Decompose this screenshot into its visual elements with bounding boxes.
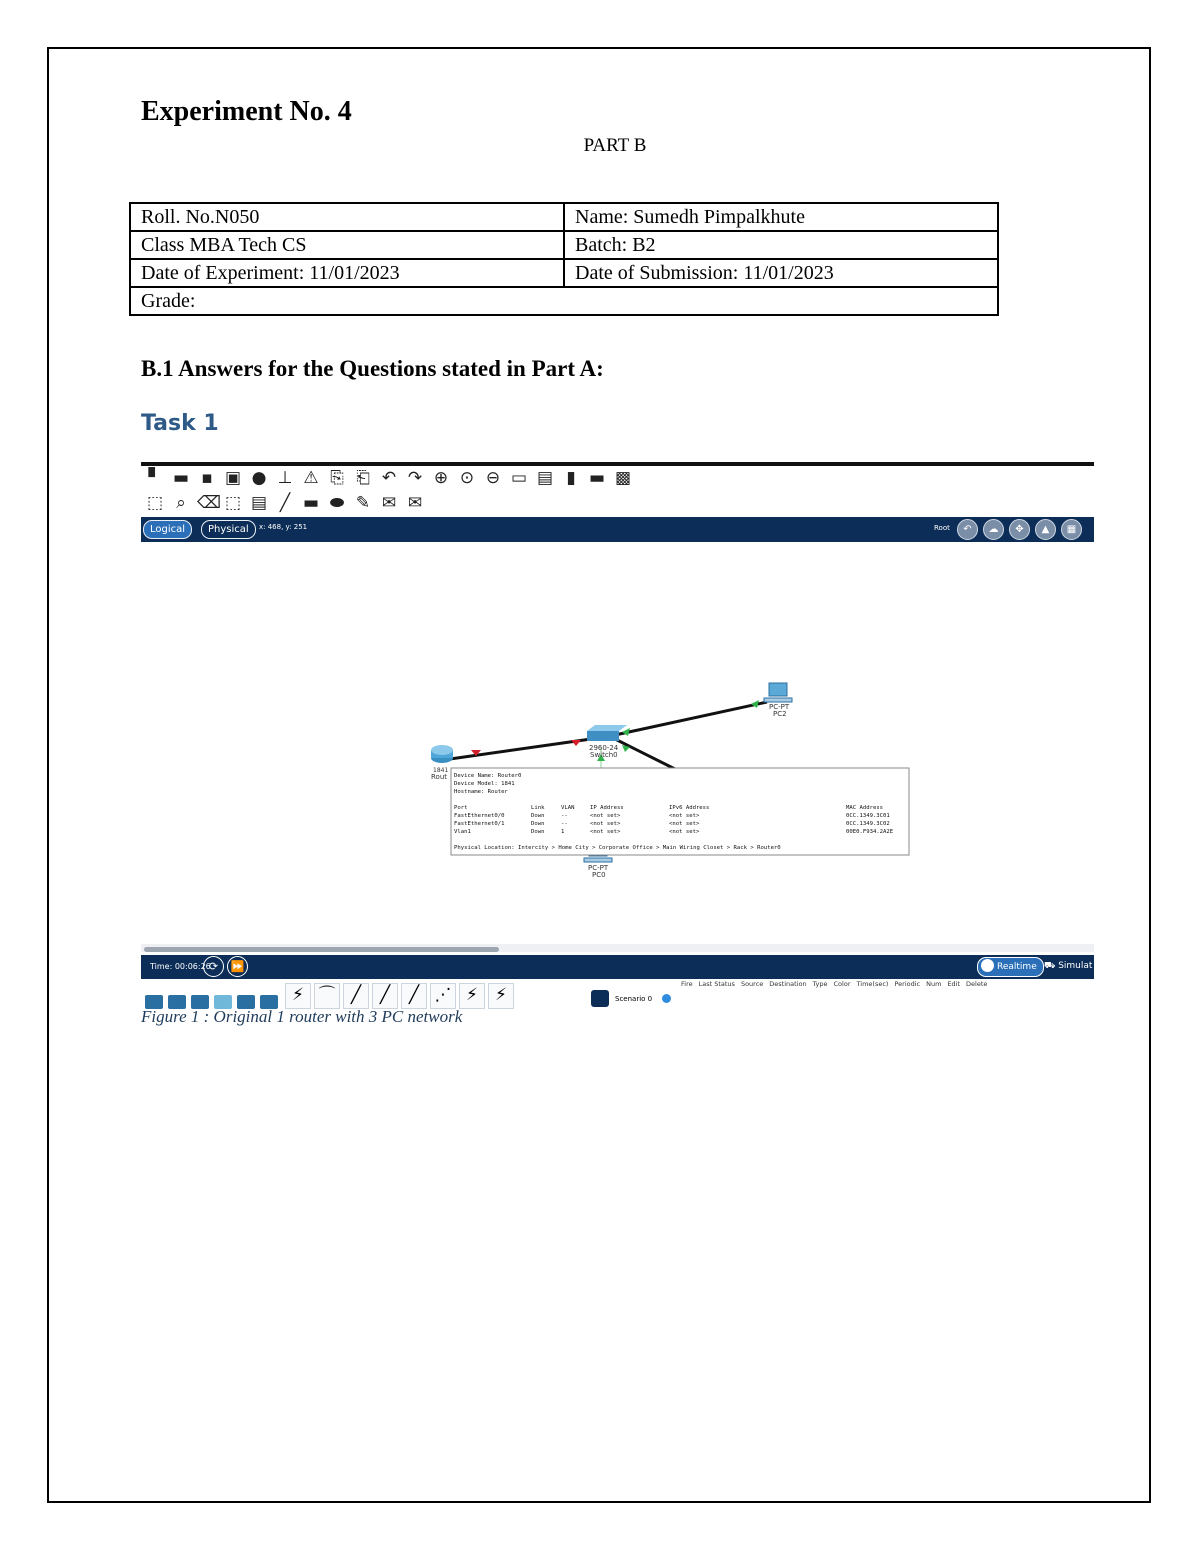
viewport-icon[interactable]: ▦: [1061, 519, 1082, 540]
zoom-in-icon[interactable]: ⊕: [433, 468, 449, 488]
workspace-navbar: [141, 517, 1094, 542]
tooltip-col-ipv6: IPv6 Address: [669, 805, 710, 811]
cable-type-icon[interactable]: ⋰: [430, 983, 456, 1009]
simple-pdu-icon[interactable]: ✉: [381, 493, 397, 513]
tooltip-col-link: Link: [531, 805, 545, 811]
drawing-palette-icon[interactable]: ▭: [510, 468, 528, 488]
router-label-model: 1841: [433, 767, 449, 774]
router-label-name: Rout: [431, 773, 448, 781]
inspect-icon[interactable]: ⌕: [176, 493, 186, 513]
pdu-column-header: Fire: [681, 980, 693, 988]
cable-type-icon[interactable]: ⚡: [459, 983, 485, 1009]
root-label: Root: [934, 524, 950, 532]
undo-icon[interactable]: ↶: [381, 468, 397, 488]
pdu-column-header: Destination: [769, 980, 807, 988]
print-icon[interactable]: ▣: [224, 468, 242, 488]
network-info-icon[interactable]: ⚠: [303, 468, 319, 488]
svg-text:1: 1: [561, 829, 565, 835]
roll-no-cell: Roll. No.N050: [130, 203, 564, 231]
simulation-label: Simulat: [1058, 961, 1093, 971]
section-heading: B.1 Answers for the Questions stated in Part A:: [141, 356, 604, 381]
date-submission-cell: Date of Submission: 11/01/2023: [564, 259, 998, 287]
pdu-column-header: Periodic: [894, 980, 921, 988]
batch-cell: Batch: B2: [564, 231, 998, 259]
cable-type-icon[interactable]: ╱: [401, 983, 427, 1009]
pdu-column-header: Last Status: [698, 980, 735, 988]
experiment-title: Experiment No. 4: [141, 96, 352, 127]
figure-caption: Figure 1 : Original 1 router with 3 PC network: [141, 1007, 463, 1026]
zoom-out-icon[interactable]: ⊖: [485, 468, 501, 488]
physical-tab-label: Physical: [208, 524, 249, 535]
wizard-icon[interactable]: ⊥: [277, 468, 293, 488]
time-bar: [141, 955, 1094, 979]
svg-text:<not set>: <not set>: [590, 821, 621, 827]
svg-text:--: --: [561, 813, 568, 819]
pc2-label-model: PC-PT: [769, 703, 790, 711]
delete-icon[interactable]: ⌫: [197, 493, 222, 513]
cable-palette: [285, 983, 514, 1009]
device-tooltip: [451, 768, 909, 855]
pdu-column-header: Source: [740, 980, 764, 988]
packet-tracer-screenshot: [141, 462, 1094, 1009]
open-icon[interactable]: ▬: [172, 468, 190, 488]
tooltip-col-mac: MAC Address: [846, 805, 884, 811]
physical-tab[interactable]: [201, 520, 256, 539]
device-palette: [145, 983, 514, 1009]
cluster-icon[interactable]: ▬: [588, 468, 606, 488]
switch-pc1-link: [615, 739, 681, 772]
note-icon[interactable]: ▤: [250, 493, 268, 513]
info-icon[interactable]: ●: [251, 468, 267, 488]
back-icon[interactable]: ↶: [957, 519, 978, 540]
switch-label-model: 2960-24: [589, 744, 619, 752]
pc0-label-model: PC-PT: [588, 864, 609, 872]
tooltip-location: Physical Location: Intercity > Home City > Corporate Office > Main Wiring Closet > Rack > Router0: [454, 845, 781, 851]
pdu-column-header: Time(sec): [856, 980, 889, 988]
svg-text:0CC.1349.3C02: 0CC.1349.3C02: [846, 821, 890, 827]
svg-text:FastEthernet0/1: FastEthernet0/1: [454, 821, 505, 827]
task-heading: Task 1: [141, 411, 219, 436]
svg-text:Down: Down: [531, 821, 545, 827]
svg-text:<not set>: <not set>: [669, 821, 700, 827]
line-icon[interactable]: ╱: [279, 493, 291, 513]
table-row: [130, 287, 998, 315]
table-row: [130, 203, 998, 231]
router-switch-link: [443, 739, 591, 760]
copy-icon[interactable]: ⎘: [330, 468, 344, 488]
redo-icon[interactable]: ↷: [407, 468, 423, 488]
zoom-reset-icon[interactable]: ⊙: [459, 468, 475, 488]
topology-canvas: [141, 542, 1094, 942]
date-experiment-cell: Date of Experiment: 11/01/2023: [130, 259, 564, 287]
name-cell: Name: Sumedh Pimpalkhute: [564, 203, 998, 231]
new-icon[interactable]: ▘: [148, 468, 162, 488]
realtime-mode-button[interactable]: [977, 957, 1044, 977]
tooltip-hostname: Hostname: Router: [454, 789, 508, 795]
pc2-icon[interactable]: [764, 683, 792, 702]
tooltip-col-ip: IP Address: [590, 805, 624, 811]
select-icon[interactable]: ⬚: [146, 493, 164, 513]
move-object-icon[interactable]: ✥: [1009, 519, 1030, 540]
cable-type-icon[interactable]: ⌒: [314, 983, 340, 1009]
background-image-icon[interactable]: ▲: [1035, 519, 1056, 540]
part-label: PART B: [583, 135, 647, 156]
cable-type-icon[interactable]: ╱: [372, 983, 398, 1009]
logical-tab-label: Logical: [150, 524, 186, 535]
realtime-label: Realtime: [997, 962, 1037, 972]
simulation-icon: ⛟: [1044, 961, 1059, 971]
info-table: [129, 202, 999, 316]
svg-text:00E0.F934.2A2E: 00E0.F934.2A2E: [846, 829, 894, 835]
ellipse-icon[interactable]: ⬬: [329, 493, 345, 513]
pdu-list-header: [681, 980, 993, 988]
viewport-icon[interactable]: ▮: [566, 468, 576, 488]
pc0-label-name: PC0: [592, 871, 606, 879]
svg-text:--: --: [561, 821, 568, 827]
pdu-column-header: Color: [833, 980, 851, 988]
cable-type-icon[interactable]: ⚡: [488, 983, 514, 1009]
time-readout: Time: 00:06:26: [150, 962, 211, 971]
fast-forward-icon[interactable]: ⏩: [227, 956, 248, 977]
drawing-toolbar: [145, 493, 425, 513]
custom-device-icon[interactable]: ▤: [536, 468, 554, 488]
svg-text:Vlan1: Vlan1: [454, 829, 471, 835]
svg-text:<not set>: <not set>: [669, 829, 700, 835]
pdu-column-header: Delete: [966, 980, 988, 988]
save-icon[interactable]: ▪: [201, 468, 213, 488]
tooltip-col-port: Port: [454, 805, 468, 811]
svg-text:Down: Down: [531, 829, 545, 835]
svg-text:<not set>: <not set>: [590, 829, 621, 835]
scrollbar-thumb[interactable]: [144, 947, 499, 952]
complex-pdu-icon[interactable]: ✉: [407, 493, 423, 513]
table-row: [130, 231, 998, 259]
power-cycle-icon[interactable]: ⟳: [203, 956, 224, 977]
logical-tab[interactable]: [143, 520, 192, 539]
coordinates-readout: x: 468, y: 251: [259, 523, 308, 531]
pdu-column-header: Num: [926, 980, 942, 988]
link-up-icon: [622, 728, 630, 736]
grade-cell: Grade:: [130, 287, 998, 315]
class-cell: Class MBA Tech CS: [130, 231, 564, 259]
svg-text:Down: Down: [531, 813, 545, 819]
svg-text:<not set>: <not set>: [669, 813, 700, 819]
image-icon[interactable]: ▩: [614, 468, 632, 488]
toolbar-top-border: [141, 462, 1094, 466]
svg-text:FastEthernet0/0: FastEthernet0/0: [454, 813, 505, 819]
cluster-icon[interactable]: ☁: [983, 519, 1004, 540]
paste-icon[interactable]: ⎗: [356, 468, 370, 488]
scenario-label: Scenario 0: [615, 994, 653, 1003]
resize-icon[interactable]: ⬚: [224, 493, 242, 513]
clock-icon: [981, 959, 994, 972]
svg-text:0CC.1349.3C01: 0CC.1349.3C01: [846, 813, 890, 819]
pc2-label-name: PC2: [773, 710, 787, 718]
freeform-icon[interactable]: ✎: [355, 493, 371, 513]
tooltip-device-model: Device Model: 1841: [454, 781, 515, 787]
svg-text:<not set>: <not set>: [590, 813, 621, 819]
cable-type-icon[interactable]: ╱: [343, 983, 369, 1009]
scenario-dropdown-icon[interactable]: [662, 994, 671, 1003]
switch-label-name: Switch0: [590, 751, 618, 759]
scenario-icon[interactable]: [591, 990, 609, 1007]
main-toolbar: [145, 468, 633, 488]
pdu-column-header: Edit: [947, 980, 961, 988]
scenario-panel: [591, 990, 671, 1007]
router-icon[interactable]: [431, 745, 453, 763]
link-up-icon: [751, 700, 759, 708]
simulation-mode-button[interactable]: [1044, 957, 1092, 975]
rectangle-icon[interactable]: ▬: [302, 493, 320, 513]
switch-pc2-link: [615, 702, 767, 735]
cable-type-icon[interactable]: ⚡: [285, 983, 311, 1009]
pdu-column-header: Type: [812, 980, 828, 988]
tooltip-device-name: Device Name: Router0: [454, 773, 522, 779]
table-row: [130, 259, 998, 287]
tooltip-col-vlan: VLAN: [561, 805, 575, 811]
